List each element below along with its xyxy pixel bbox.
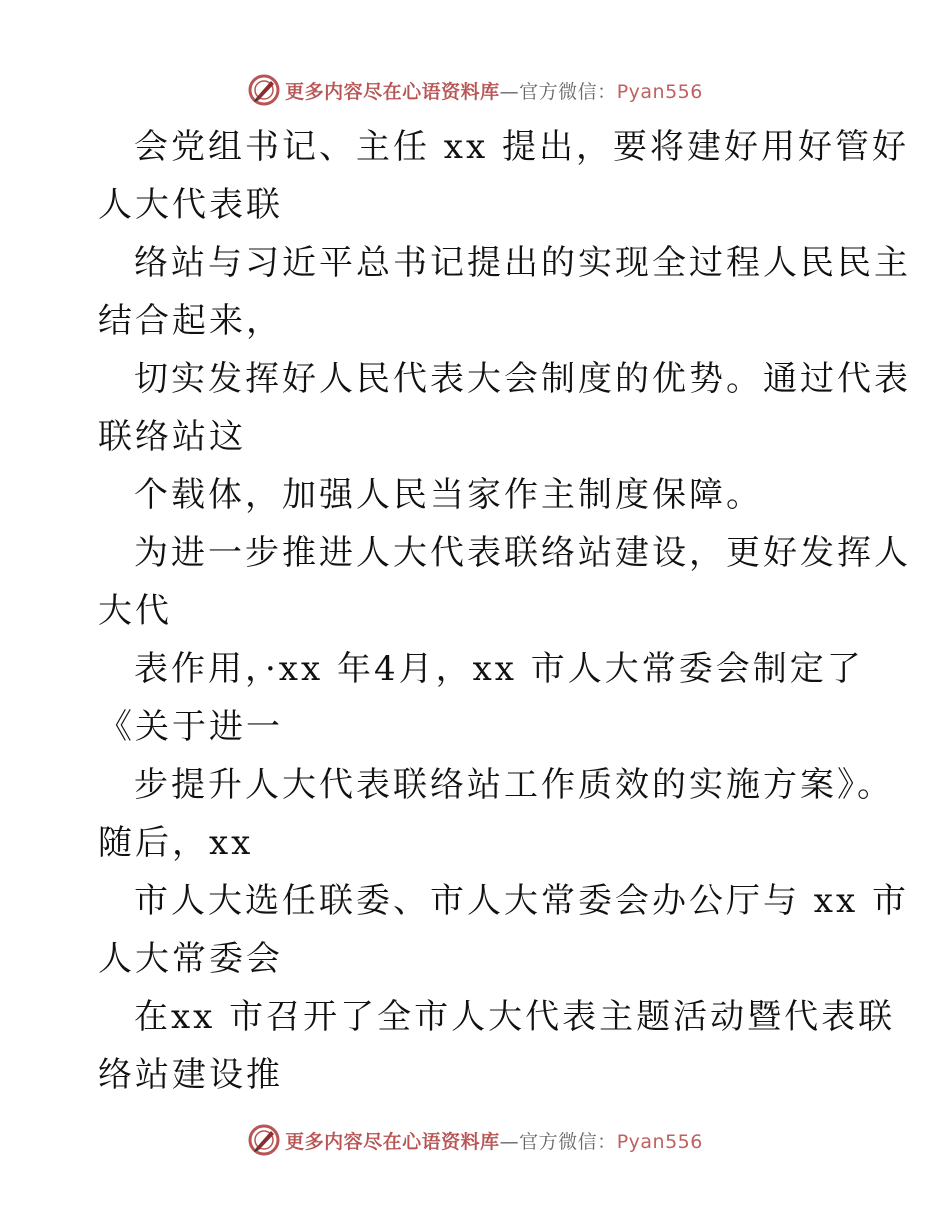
wechat-label: 官方微信： bbox=[519, 80, 617, 103]
text-line: 切实发挥好人民代表大会制度的优势。通过代表 bbox=[134, 359, 911, 399]
banner-separator: — bbox=[499, 80, 520, 103]
banner-prefix: 更多内容尽在心语资料库 bbox=[285, 1130, 500, 1153]
text-line: 络站与习近平总书记提出的实现全过程人民民主 bbox=[134, 243, 911, 283]
text-line: 结合起来， bbox=[98, 301, 283, 341]
text-line: 在xx 市召开了全市人大代表主题活动暨代表联 bbox=[134, 997, 896, 1037]
text-line: 个载体，加强人民当家作主制度保障。 bbox=[134, 475, 763, 515]
text-line: 市人大选任联委、市人大常委会办公厅与 xx 市 bbox=[134, 881, 909, 921]
banner-separator: — bbox=[499, 1130, 520, 1153]
quill-seal-icon bbox=[247, 73, 281, 107]
text-line: 联络站这 bbox=[98, 417, 246, 457]
document-body bbox=[98, 118, 911, 1104]
header-banner bbox=[0, 70, 950, 110]
text-line: 络站建设推 bbox=[98, 1055, 283, 1095]
wechat-label: 官方微信： bbox=[519, 1130, 617, 1153]
wechat-id: Pyan556 bbox=[616, 1130, 703, 1153]
text-line: 会党组书记、主任 xx 提出，要将建好用好管好 bbox=[134, 127, 909, 167]
text-line: 步提升人大代表联络站工作质效的实施方案》。 bbox=[134, 765, 894, 805]
text-line: 人大常委会 bbox=[98, 939, 283, 979]
text-line: 大代 bbox=[98, 591, 172, 631]
banner-prefix: 更多内容尽在心语资料库 bbox=[285, 80, 500, 103]
footer-banner bbox=[0, 1120, 950, 1160]
quill-seal-icon bbox=[247, 1123, 281, 1157]
wechat-id: Pyan556 bbox=[616, 80, 703, 103]
text-line: 表作用，·xx 年4月，xx 市人大常委会制定了 bbox=[134, 649, 864, 689]
text-line: 为进一步推进人大代表联络站建设，更好发挥人 bbox=[134, 533, 911, 573]
text-line: 随后，xx bbox=[98, 823, 254, 863]
banner-text bbox=[285, 77, 703, 104]
banner-text bbox=[285, 1127, 703, 1154]
text-line: 人大代表联 bbox=[98, 185, 283, 225]
text-line: 《关于进一 bbox=[98, 707, 283, 747]
